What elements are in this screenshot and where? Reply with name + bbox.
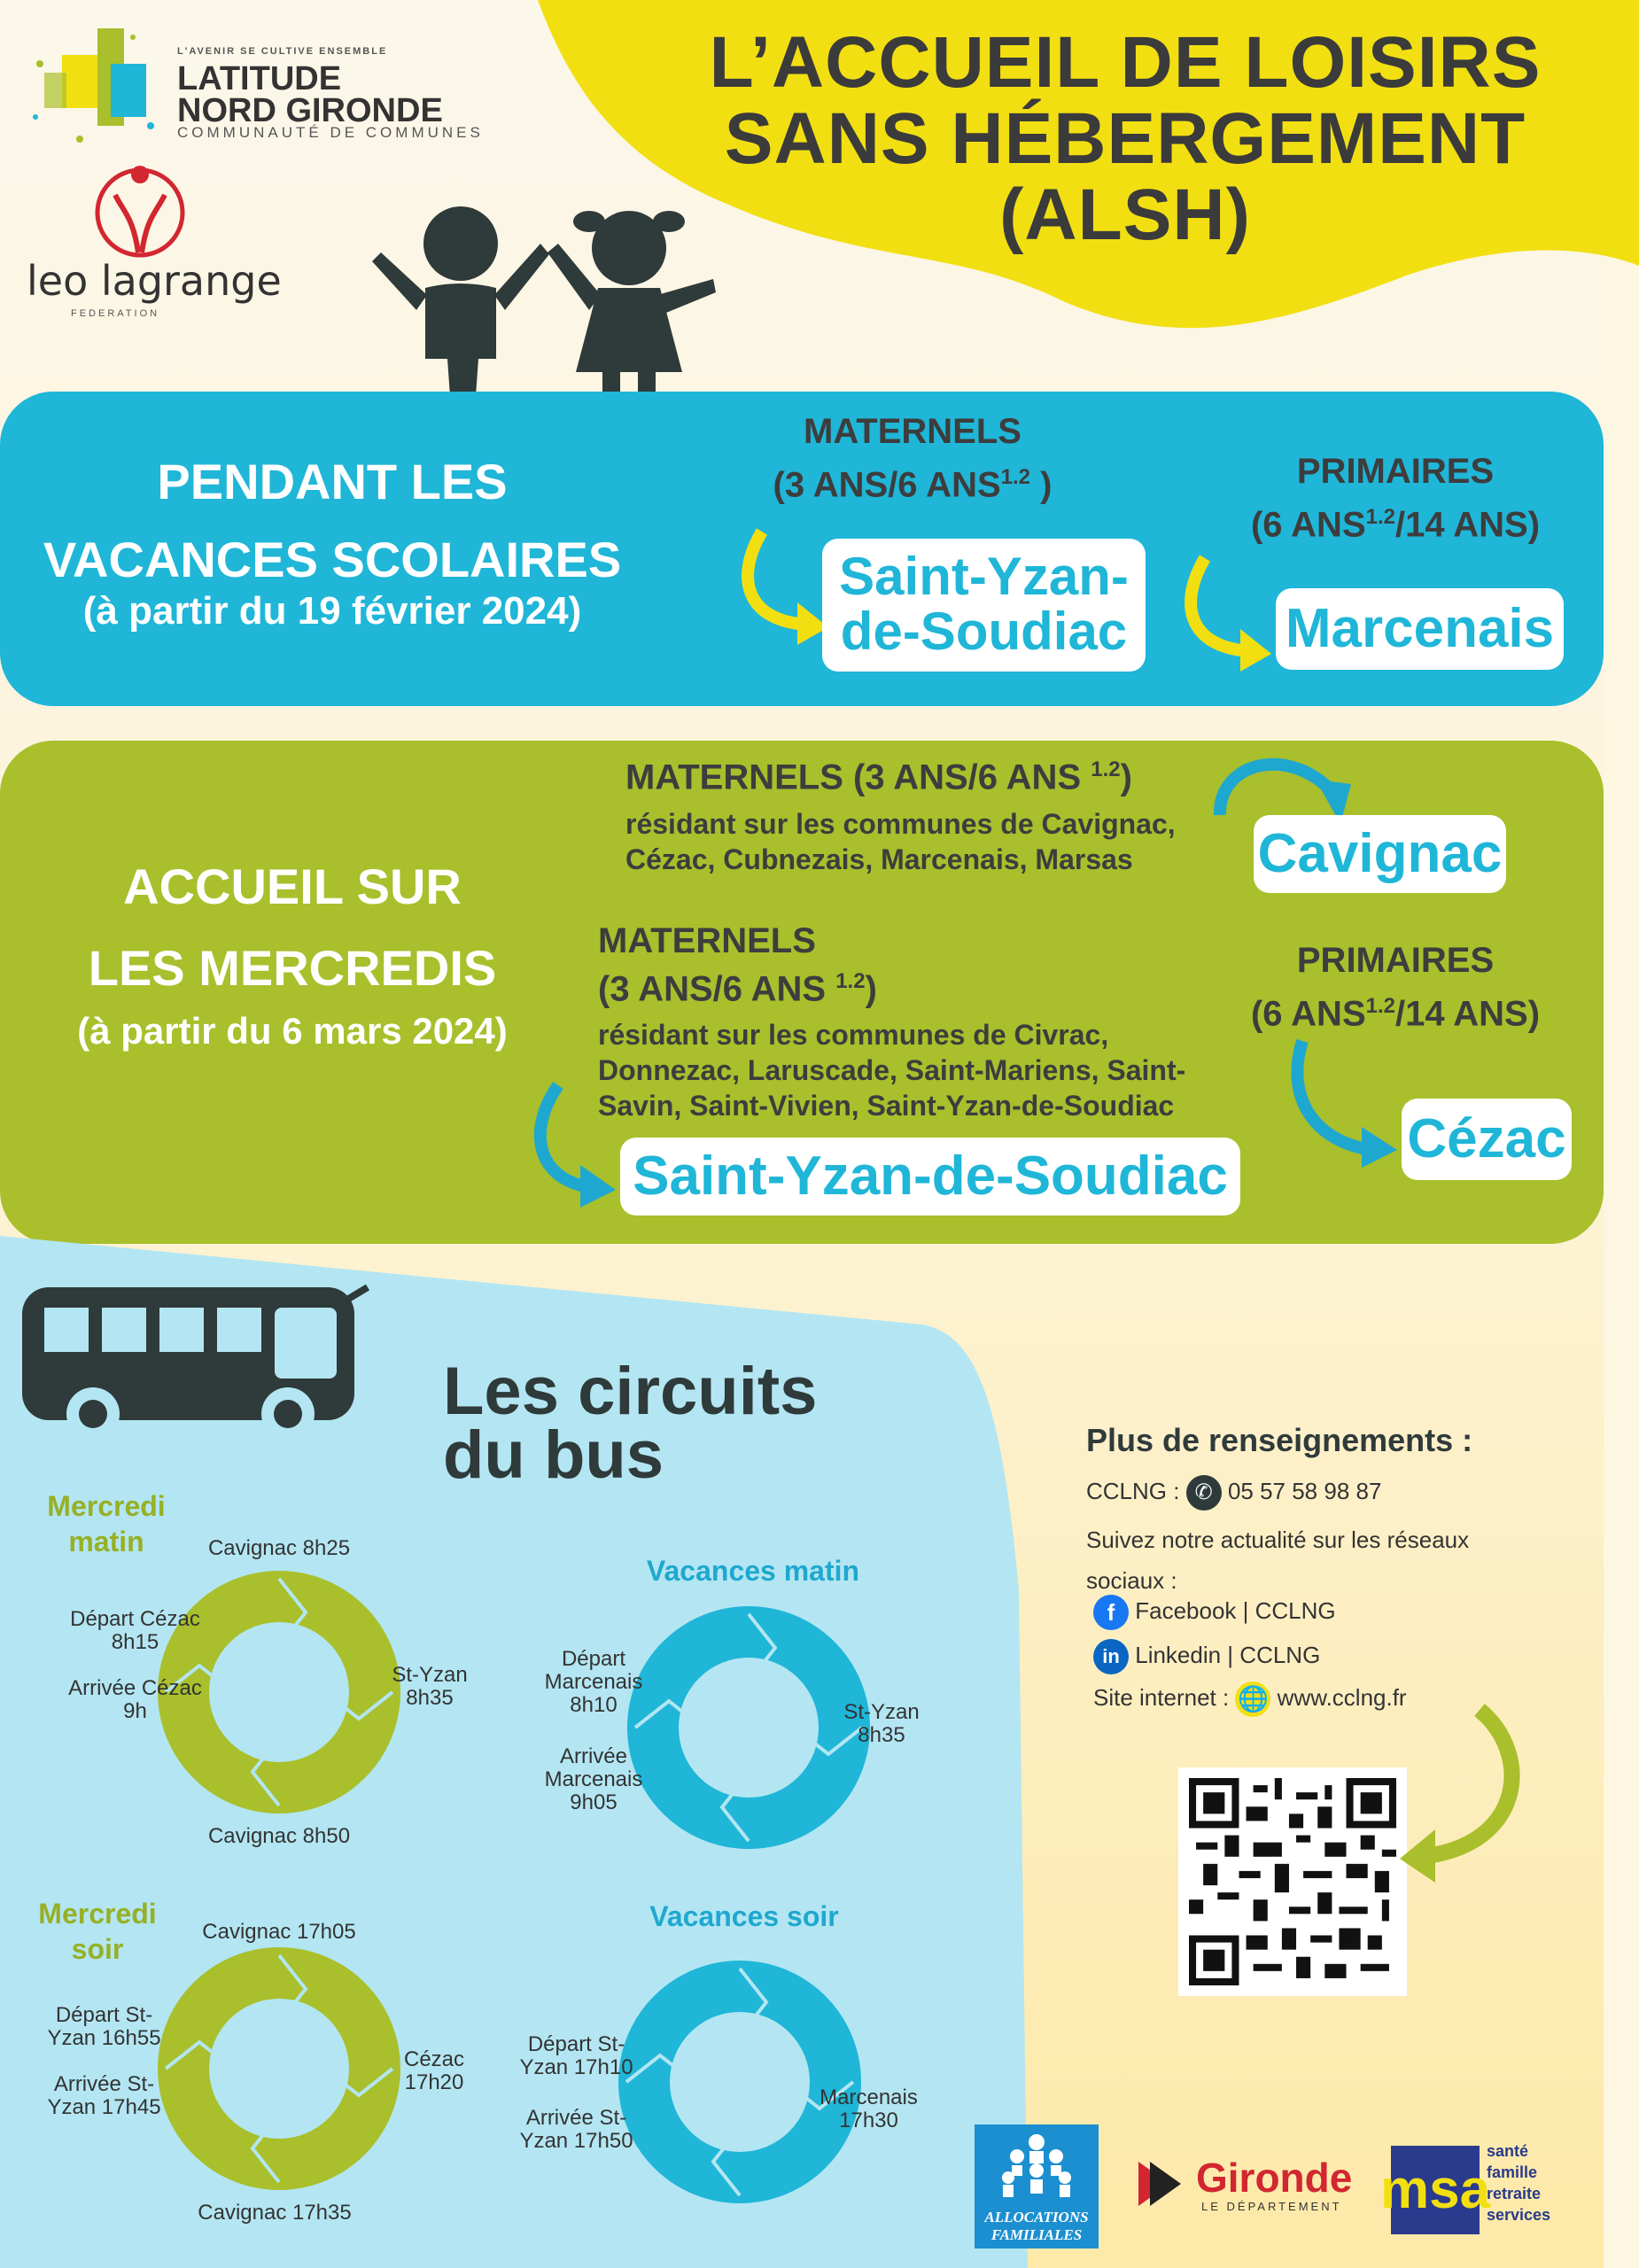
linkedin-link[interactable]: in Linkedin | CCLNG (1093, 1639, 1320, 1674)
yellow-arrow-icon (735, 523, 833, 647)
page-title: L’ACCUEIL DE LOISIRS SANS HÉBERGEMENT (ALSH) (709, 22, 1542, 255)
phone-label: CCLNG : (1086, 1477, 1180, 1504)
site-label: Site internet : (1093, 1683, 1230, 1711)
mercredi-soir-title: Mercredi soir (38, 1898, 157, 1965)
vacances-soir-cycle-icon (616, 1958, 864, 2206)
website-link[interactable]: www.cclng.fr (1277, 1683, 1407, 1711)
mercredi-matin-left-top: Départ Cézac 8h15 (70, 1607, 200, 1654)
bus-title: Les circuits du bus (443, 1354, 818, 1493)
qr-code[interactable] (1178, 1767, 1407, 1996)
mercredis-group1-communes: résidant sur les communes de Cavignac, Cézac, Cubnezais, Marcenais, Marsas (625, 808, 1176, 875)
leo-lagrange-sub: FEDERATION (71, 308, 160, 319)
vacances-soir-title: Vacances soir (649, 1900, 839, 1932)
svg-text:msa: msa (1379, 2159, 1491, 2220)
contact-follow: Suivez notre actualité sur les réseaux sociaux : (1086, 1526, 1470, 1594)
mercredi-soir-left-bottom: Arrivée St- Yzan 17h45 (47, 2072, 161, 2119)
leo-lagrange-text: leo lagrange (27, 257, 282, 305)
vacances-matin-title: Vacances matin (646, 1555, 860, 1587)
leo-lagrange-mark-icon (89, 164, 195, 261)
mercredi-matin-bottom: Cavignac 8h50 (207, 1824, 351, 1848)
mercredi-matin-title: Mercredi matin (47, 1490, 166, 1557)
bus-icon (18, 1283, 372, 1442)
vacances-maternels-label: MATERNELS (804, 412, 1021, 451)
mercredis-primaires-label: PRIMAIRES (1296, 941, 1495, 980)
blue-arrow-icon (523, 1076, 620, 1209)
vacances-maternels-age: (3 ANS/6 $ANS^{1.2}$ ) (773, 465, 1053, 505)
mercredi-soir-left-top: Départ St- Yzan 16h55 (47, 2003, 161, 2050)
phone-number[interactable]: 05 57 58 98 87 (1227, 1477, 1382, 1504)
mercredis-date: (à partir du 6 mars 2024) (77, 1010, 508, 1052)
contact-heading: Plus de renseignements : (1086, 1422, 1473, 1458)
mercredi-matin-top: Cavignac 8h25 (207, 1536, 351, 1560)
vacances-matin-left-bottom: Arrivée Marcenais 9h05 (544, 1744, 643, 1814)
mercredi-soir-bottom: Cavignac 17h35 (198, 2201, 352, 2225)
facebook-link[interactable]: f Facebook | CCLNG (1093, 1595, 1336, 1630)
mercredis-group2-age: (3 ANS/6 ANS $^{1.2}$) (598, 969, 877, 1009)
logo-tagline: L'AVENIR SE CULTIVE ENSEMBLE (177, 46, 388, 57)
msa-logo: msa santé famille retraite services (1391, 2140, 1590, 2238)
mercredis-primaires-age: (6 $ANS^{1.2}/14$ ANS) (1250, 994, 1541, 1034)
vacances-date: (à partir du 19 février 2024) (82, 589, 582, 633)
mercredis-title: ACCUEIL SUR LES MERCREDIS (88, 858, 497, 996)
logo-line2: NORD GIRONDE (177, 92, 443, 129)
mercredi-soir-right: Cézac 17h20 (403, 2047, 465, 2094)
gironde-mark-icon (1134, 2157, 1187, 2210)
children-icon (363, 190, 735, 425)
qr-code-image (1189, 1778, 1396, 1985)
vacances-maternels-place: Saint-Yzan- de-Soudiac (822, 539, 1146, 672)
gironde-logo: Gironde LE DÉPARTEMENT (1134, 2148, 1364, 2219)
latitude-mark-icon (27, 19, 168, 152)
vacances-soir-left-bottom: Arrivée St- Yzan 17h50 (519, 2106, 633, 2153)
linkedin-icon: in (1093, 1639, 1129, 1674)
phone-icon: ✆ (1186, 1475, 1222, 1511)
vacances-matin-right: St-Yzan 8h35 (843, 1700, 920, 1747)
caf-logo: ALLOCATIONS FAMILIALES (975, 2124, 1099, 2249)
latitude-nord-gironde-logo (27, 19, 487, 152)
website-row (1093, 1682, 1407, 1717)
vacances-primaires-age: (6 $ANS^{1.2}/14$ ANS) (1250, 505, 1541, 545)
mercredi-soir-top: Cavignac 17h05 (202, 1920, 356, 1944)
vacances-title: PENDANT LES VACANCES SCOLAIRES (43, 454, 622, 587)
vacances-primaires-place: Marcenais (1276, 588, 1564, 670)
mercredis-group1-place: Cavignac (1254, 815, 1506, 893)
mercredis-group2-heading: MATERNELS (598, 921, 816, 960)
green-arrow-icon (1400, 1701, 1542, 1887)
vacances-matin-left-top: Départ Marcenais 8h10 (544, 1647, 643, 1717)
vacances-primaires-label: PRIMAIRES (1296, 452, 1495, 491)
logo-sub: COMMUNAUTÉ DE COMMUNES (177, 124, 484, 141)
mercredis-group2-communes: résidant sur les communes de Civrac, Donnezac, Laruscade, Saint-Mariens, Saint- Savin, Saint-Vivien, Saint-Yzan-de-Soudiac (598, 1019, 1186, 1122)
vacances-soir-left-top: Départ St- Yzan 17h10 (519, 2032, 633, 2079)
mercredi-soir-cycle-icon (155, 1945, 403, 2193)
blue-arrow-icon (1280, 1037, 1400, 1169)
facebook-icon: f (1093, 1595, 1129, 1630)
mercredi-matin-left-bottom: Arrivée Cézac 9h (68, 1676, 202, 1723)
yellow-arrow-icon (1178, 549, 1276, 673)
mercredis-primaires-place: Cézac (1402, 1099, 1572, 1180)
vacances-soir-right: Marcenais 17h30 (820, 2085, 918, 2132)
logo-line1: LATITUDE (177, 60, 342, 97)
mercredis-group1-heading: MATERNELS (3 ANS/6 ANS $^{1.2}$) (625, 757, 1132, 797)
mercredis-group2-place: Saint-Yzan-de-Soudiac (620, 1138, 1240, 1216)
contact-phone-row (1086, 1475, 1381, 1511)
caf-figures-icon (992, 2132, 1081, 2207)
globe-icon: 🌐 (1235, 1682, 1270, 1717)
mercredi-matin-right: St-Yzan 8h35 (392, 1663, 468, 1710)
